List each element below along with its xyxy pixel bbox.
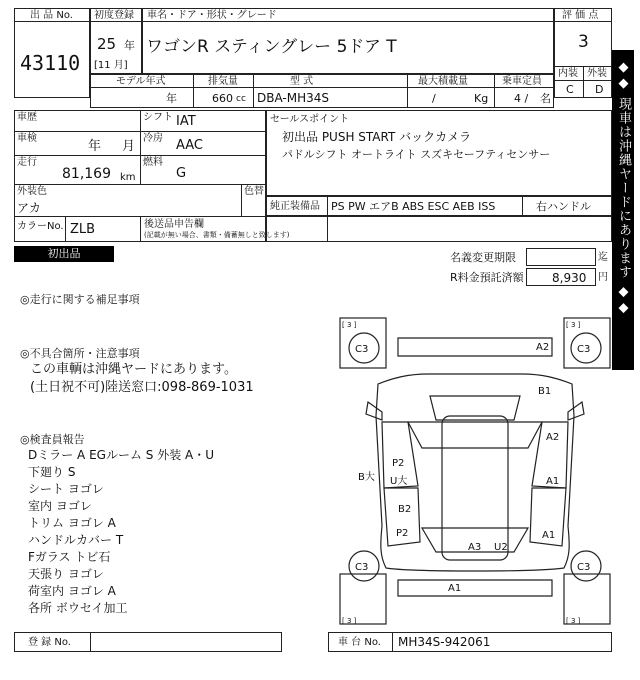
recycle-label: R料金預託済額 [450, 271, 524, 284]
first-reg-label: 初度登録 [94, 10, 134, 21]
inspector-line: ハンドルカバー T [28, 533, 124, 547]
ac-label: 冷房 [143, 133, 163, 144]
inspector-line: トリム ヨゴレ A [28, 516, 116, 530]
lot-label: 出 品 No. [30, 10, 73, 21]
damage-mark: A3 [468, 542, 482, 553]
recycle-unit: 円 [598, 272, 608, 283]
mileage-label: 走行 [17, 157, 37, 168]
inspector-line: 各所 ボウセイ加工 [28, 601, 128, 615]
displacement-unit: cc [236, 94, 246, 104]
aftermarket-label: 後送品申告欄 [144, 219, 204, 230]
history-label: 車歴 [17, 112, 37, 123]
car-name-label: 車名・ドア・形状・グレード [147, 10, 277, 21]
sales-line-1: 初出品 PUSH START バックカメラ [282, 130, 472, 144]
chassis-number: MH34S-942061 [398, 635, 491, 649]
corner-label: [ 3 ] [566, 617, 581, 625]
rating-label: 評 価 点 [562, 10, 599, 21]
side-banner [612, 50, 634, 370]
defect-heading: ◎不具合箇所・注意事項 [20, 347, 140, 360]
exterior-grade: D [595, 83, 604, 96]
first-reg-year-unit: 年 [124, 39, 135, 52]
car-damage-diagram [338, 316, 612, 626]
name-change-label: 名義変更期限 [450, 251, 516, 264]
color-no-value: ZLB [70, 222, 96, 237]
color-change-label: 色替 [244, 186, 264, 197]
interior-label: 内装 [558, 68, 578, 79]
inspection-month-unit: 月 [122, 139, 136, 154]
inspection-label: 車検 [17, 133, 37, 144]
inspector-line: Dミラー A EGルーム S 外装 A・U [28, 448, 215, 462]
aftermarket-fill-box [266, 216, 612, 242]
front-bumper [398, 338, 552, 356]
sales-label: セールスポイント [270, 114, 350, 125]
first-reg-month: [11 月] [94, 60, 128, 71]
inspector-line: 下廻り S [28, 465, 76, 479]
inspection-year-unit: 年 [88, 139, 102, 154]
type-label: 型 式 [290, 76, 314, 87]
tire-label: C3 [355, 344, 369, 355]
ac-value: AAC [176, 138, 203, 153]
fuel-label: 燃料 [143, 157, 163, 168]
max-load-unit: Kg [474, 92, 489, 105]
damage-mark: P2 [396, 528, 409, 539]
max-load-sep: / [432, 92, 436, 105]
shift-value: IAT [176, 114, 196, 129]
tire-label: C3 [577, 344, 591, 355]
aftermarket-note: (記載が無い場合、書類・備蓄無しと致します) [144, 231, 290, 239]
tire-label: C3 [577, 562, 591, 573]
defect-line-2: (土日祝不可)陸送窓口:098-869-1031 [30, 380, 254, 395]
displacement-value: 660 [212, 92, 233, 105]
ext-color-value: アカ [17, 201, 41, 215]
inspector-line: 荷室内 ヨゴレ A [28, 584, 116, 598]
mileage-unit: km [120, 172, 136, 183]
first-reg-year: 25 [97, 35, 117, 53]
damage-mark: B大 [358, 472, 375, 483]
roof [442, 416, 508, 560]
lot-number: 43110 [20, 51, 81, 75]
corner-label: [ 3 ] [566, 321, 581, 329]
name-change-unit: 迄 [598, 252, 608, 263]
chassis-label: 車 台 No. [338, 637, 381, 648]
equipment-label: 純正装備品 [270, 201, 320, 212]
model-year-label: モデル年式 [116, 76, 166, 87]
inspector-heading: ◎検査員報告 [20, 433, 85, 446]
model-year-unit: 年 [166, 92, 177, 105]
sales-line-2: パドルシフト オートライト スズキセーフティセンサー [282, 148, 551, 161]
inspector-line: 室内 ヨゴレ [28, 499, 92, 513]
damage-mark: A2 [546, 432, 560, 443]
rating-value: 3 [578, 32, 589, 52]
type-value: DBA-MH34S [257, 91, 330, 105]
shift-label: シフト [143, 112, 173, 123]
defect-line-1: この車輌は沖縄ヤードにあります。 [30, 362, 237, 377]
damage-mark: B2 [398, 504, 412, 515]
color-no-label: カラーNo. [17, 221, 64, 232]
mirror-right [568, 402, 584, 420]
first-listing-badge: 初出品 [14, 246, 114, 262]
handle-side: 右ハンドル [536, 200, 591, 213]
damage-mark: P2 [392, 458, 405, 469]
damage-mark: A1 [542, 530, 556, 541]
recycle-value: 8,930 [552, 271, 587, 285]
inspector-line: シート ヨゴレ [28, 482, 104, 496]
capacity-unit: 名 [540, 92, 551, 105]
name-change-field [526, 248, 596, 266]
capacity-value: 4 / [514, 92, 529, 105]
damage-mark: A2 [536, 342, 550, 353]
damage-mark: U大 [390, 476, 408, 487]
ext-color-label: 外装色 [17, 186, 47, 197]
reg-no-label: 登 録 No. [28, 637, 71, 648]
damage-mark: B1 [538, 386, 552, 397]
inspector-line: Fガラス トビ石 [28, 550, 111, 564]
max-load-label: 最大積載量 [418, 76, 468, 87]
equipment-value: PS PW エアB ABS ESC AEB ISS [331, 200, 496, 213]
tire-label: C3 [355, 562, 369, 573]
windshield [408, 422, 542, 448]
inspector-line: 天張り ヨゴレ [28, 567, 104, 581]
mileage-value: 81,169 [62, 166, 111, 182]
side-banner-text: ◆◆ 現車は沖縄ヤードにあります ◆◆ [616, 60, 631, 317]
interior-grade: C [566, 83, 574, 96]
driving-heading: ◎走行に関する補足事項 [20, 293, 140, 306]
displacement-label: 排気量 [208, 76, 238, 87]
mirror-left [366, 402, 382, 420]
damage-mark: A1 [448, 583, 462, 594]
corner-label: [ 3 ] [342, 617, 357, 625]
damage-mark: U2 [494, 542, 508, 553]
fuel-value: G [176, 166, 187, 181]
damage-mark: A1 [546, 476, 560, 487]
capacity-label: 乗車定員 [502, 76, 542, 87]
rear-bumper [398, 580, 552, 596]
exterior-label: 外装 [587, 68, 607, 79]
car-name: ワゴンR スティングレー 5ドア T [146, 37, 397, 57]
corner-label: [ 3 ] [342, 321, 357, 329]
